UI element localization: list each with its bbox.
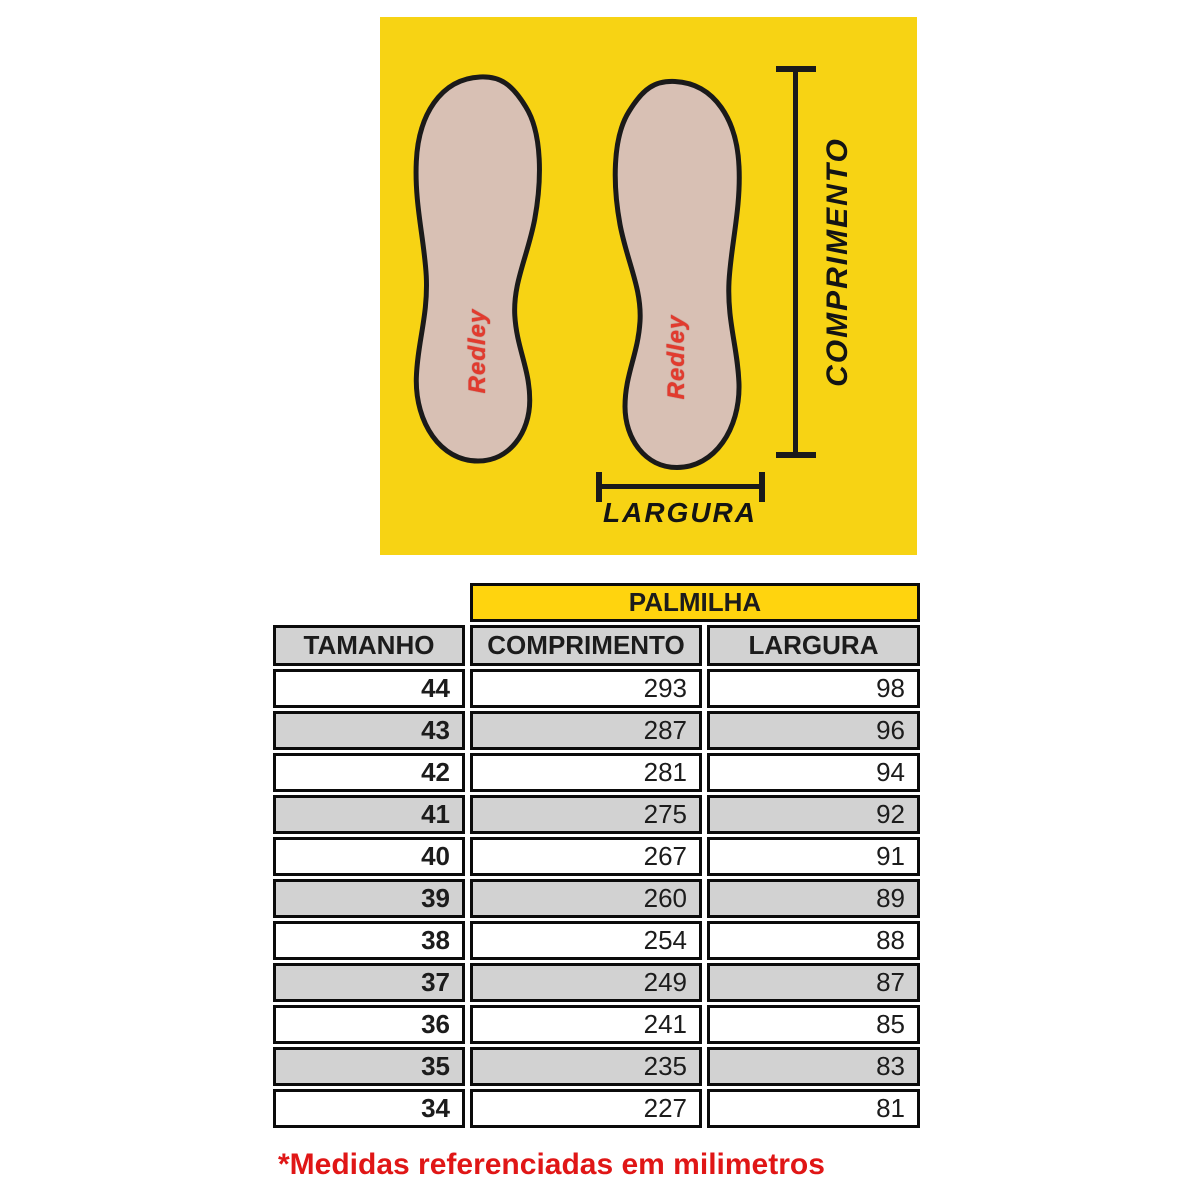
cell-tamanho: 39 <box>273 879 465 918</box>
cell-largura: 81 <box>707 1089 920 1128</box>
brand-logo: Redley <box>464 308 491 394</box>
cell-comprimento: 287 <box>470 711 702 750</box>
cell-largura: 83 <box>707 1047 920 1086</box>
cell-tamanho: 40 <box>273 837 465 876</box>
width-dimension-cap-right <box>759 472 765 502</box>
cell-comprimento: 267 <box>470 837 702 876</box>
table-row <box>273 669 920 708</box>
cell-tamanho: 43 <box>273 711 465 750</box>
cell-tamanho: 41 <box>273 795 465 834</box>
table-row <box>273 1005 920 1044</box>
column-header-tamanho: TAMANHO <box>273 625 465 666</box>
length-dimension-line <box>793 68 798 456</box>
length-dimension-cap-top <box>776 66 816 72</box>
cell-tamanho: 34 <box>273 1089 465 1128</box>
table-row <box>273 795 920 834</box>
column-header-largura: LARGURA <box>707 625 920 666</box>
table-row <box>273 837 920 876</box>
column-header-comprimento: COMPRIMENTO <box>470 625 702 666</box>
table-header-row <box>273 625 920 666</box>
cell-largura: 96 <box>707 711 920 750</box>
cell-largura: 85 <box>707 1005 920 1044</box>
cell-comprimento: 293 <box>470 669 702 708</box>
cell-largura: 87 <box>707 963 920 1002</box>
cell-largura: 94 <box>707 753 920 792</box>
cell-largura: 89 <box>707 879 920 918</box>
width-dimension-line <box>598 484 763 489</box>
cell-comprimento: 260 <box>470 879 702 918</box>
table-row <box>273 879 920 918</box>
cell-tamanho: 38 <box>273 921 465 960</box>
cell-comprimento: 249 <box>470 963 702 1002</box>
length-dimension-cap-bottom <box>776 452 816 458</box>
insole-left-shape <box>402 72 554 465</box>
cell-comprimento: 254 <box>470 921 702 960</box>
table-title-row <box>273 583 920 622</box>
cell-comprimento: 275 <box>470 795 702 834</box>
table-title: PALMILHA <box>470 583 920 622</box>
cell-tamanho: 36 <box>273 1005 465 1044</box>
width-label: LARGURA <box>603 497 757 528</box>
insole-left <box>402 72 554 465</box>
empty-corner-cell <box>273 583 465 622</box>
table-row <box>273 711 920 750</box>
insole-right <box>601 76 753 472</box>
cell-largura: 91 <box>707 837 920 876</box>
cell-comprimento: 235 <box>470 1047 702 1086</box>
size-table-body <box>273 669 920 1128</box>
cell-largura: 98 <box>707 669 920 708</box>
cell-tamanho: 35 <box>273 1047 465 1086</box>
size-table <box>268 580 925 1131</box>
length-label: COMPRIMENTO <box>821 137 854 387</box>
footnote: *Medidas referenciadas em milimetros <box>278 1148 825 1181</box>
table-row <box>273 921 920 960</box>
cell-tamanho: 42 <box>273 753 465 792</box>
cell-comprimento: 281 <box>470 753 702 792</box>
insole-right-shape <box>601 76 753 472</box>
table-row <box>273 753 920 792</box>
width-dimension-cap-left <box>596 472 602 502</box>
brand-logo: Redley <box>663 314 690 400</box>
table-row <box>273 1089 920 1128</box>
cell-comprimento: 227 <box>470 1089 702 1128</box>
cell-comprimento: 241 <box>470 1005 702 1044</box>
cell-largura: 88 <box>707 921 920 960</box>
cell-largura: 92 <box>707 795 920 834</box>
table-row <box>273 1047 920 1086</box>
cell-tamanho: 44 <box>273 669 465 708</box>
table-row <box>273 963 920 1002</box>
cell-tamanho: 37 <box>273 963 465 1002</box>
